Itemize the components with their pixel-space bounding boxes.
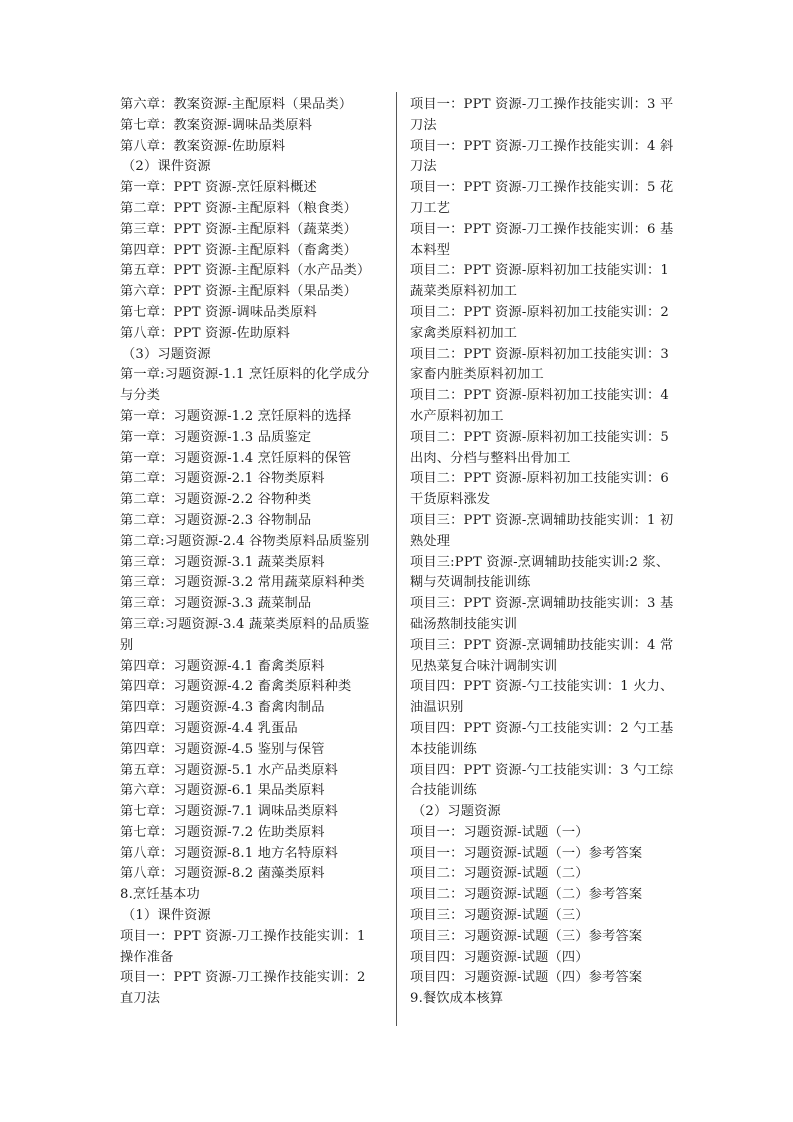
text-line: 第二章：PPT 资源-主配原料（粮食类） <box>120 200 358 216</box>
section-heading: （2）习题资源 <box>412 804 501 820</box>
text-line: 第六章：习题资源-6.1 果品类原料 <box>120 783 325 799</box>
text-line: 第四章：习题资源-4.1 畜禽类原料 <box>120 658 325 674</box>
text-line: 第四章：习题资源-4.5 鉴别与保管 <box>120 741 325 757</box>
text-line: 第七章：PPT 资源-调味品类原料 <box>120 304 317 320</box>
section-heading: （2）课件资源 <box>122 159 211 175</box>
section-heading: 8.烹饪基本功 <box>120 887 200 903</box>
text-line: 第八章：习题资源-8.2 菌藻类原料 <box>120 866 325 882</box>
text-line: 第四章：习题资源-4.4 乳蛋品 <box>120 720 298 736</box>
text-line: 第一章：习题资源-1.2 烹饪原料的选择 <box>120 408 352 424</box>
text-line: 项目四：PPT 资源-勺工技能实训：2 勺工基本技能训练 <box>410 720 674 757</box>
text-line: 第三章：PPT 资源-主配原料（蔬菜类） <box>120 221 358 237</box>
text-line: 第四章：PPT 资源-主配原料（畜禽类） <box>120 242 358 258</box>
text-line: 项目二：习题资源-试题（二） <box>410 866 589 882</box>
text-line: 第三章：习题资源-3.2 常用蔬菜原料种类 <box>120 575 365 591</box>
text-line: 项目三：PPT 资源-烹调辅助技能实训：1 初熟处理 <box>410 512 674 549</box>
text-line: 项目二：PPT 资源-原料初加工技能实训：4 水产原料初加工 <box>410 388 669 424</box>
text-line: 项目二：PPT 资源-原料初加工技能实训：6 干货原料涨发 <box>410 471 669 508</box>
text-line: 第一章：习题资源-1.3 品质鉴定 <box>120 429 312 445</box>
text-line: 项目三：习题资源-试题（三）参考答案 <box>410 928 643 944</box>
text-line: 第七章：教案资源-调味品类原料 <box>120 117 313 133</box>
section-heading: 9.餐饮成本核算 <box>410 991 504 1007</box>
section-heading: （1）课件资源 <box>122 908 211 924</box>
text-line: 项目三:PPT 资源-烹调辅助技能实训:2 浆、糊与芡调制技能训练 <box>410 554 670 591</box>
text-line: 第一章：PPT 资源-烹饪原料概述 <box>120 180 317 196</box>
text-line: 项目一：习题资源-试题（一） <box>410 824 589 840</box>
text-line: 项目一：PPT 资源-刀工操作技能实训：5 花刀工艺 <box>410 180 674 216</box>
text-line: 第五章：习题资源-5.1 水产品类原料 <box>120 762 339 778</box>
text-line: 第六章：PPT 资源-主配原料（果品类） <box>120 284 358 300</box>
text-line: 第八章：PPT 资源-佐助原料 <box>120 325 291 341</box>
section-heading: （3）习题资源 <box>122 346 211 362</box>
text-line: 项目三：PPT 资源-烹调辅助技能实训：4 常见热菜复合味汁调制实训 <box>410 637 674 674</box>
text-line: 项目二：PPT 资源-原料初加工技能实训：5 出肉、分档与整料出骨加工 <box>410 429 669 466</box>
text-line: 第三章：习题资源-3.3 蔬菜制品 <box>120 596 312 612</box>
text-line: 第二章：习题资源-2.1 谷物类原料 <box>120 471 325 487</box>
text-line: 项目四：习题资源-试题（四）参考答案 <box>410 970 643 986</box>
text-line: 项目三：习题资源-试题（三） <box>410 908 589 924</box>
text-line: 第三章:习题资源-3.4 蔬菜类原料的品质鉴别 <box>120 616 370 653</box>
text-line: 项目四：PPT 资源-勺工技能实训：3 勺工综合技能训练 <box>410 762 674 799</box>
text-line: 项目一：PPT 资源-刀工操作技能实训：2 直刀法 <box>120 970 366 1007</box>
text-line: 第七章：习题资源-7.1 调味品类原料 <box>120 804 339 820</box>
text-line: 项目一：PPT 资源-刀工操作技能实训：6 基本料型 <box>410 221 674 258</box>
text-line: 第六章：教案资源-主配原料（果品类） <box>120 97 353 112</box>
text-line: 第八章：教案资源-佐助原料 <box>120 138 286 154</box>
text-line: 第五章：PPT 资源-主配原料（水产品类） <box>120 263 371 279</box>
text-line: 项目三：PPT 资源-烹调辅助技能实训：3 基础汤熬制技能实训 <box>410 596 674 632</box>
text-line: 第二章:习题资源-2.4 谷物类原料品质鉴别 <box>120 533 370 549</box>
text-line: 项目一：习题资源-试题（一）参考答案 <box>410 845 643 861</box>
text-line: 第二章：习题资源-2.3 谷物制品 <box>120 512 312 528</box>
text-line: 第一章:习题资源-1.1 烹饪原料的化学成分与分类 <box>120 367 370 404</box>
text-line: 第七章：习题资源-7.2 佐助类原料 <box>120 824 325 840</box>
text-line: 项目二：习题资源-试题（二）参考答案 <box>410 887 643 903</box>
text-line: 项目一：PPT 资源-刀工操作技能实训：3 平刀法 <box>410 97 674 133</box>
right-column <box>410 95 676 1010</box>
text-line: 项目四：习题资源-试题（四） <box>410 949 589 965</box>
text-line: 项目二：PPT 资源-原料初加工技能实训：2 家禽类原料初加工 <box>410 304 669 341</box>
text-line: 项目一：PPT 资源-刀工操作技能实训：1 操作准备 <box>120 928 366 965</box>
text-line: 项目四：PPT 资源-勺工技能实训：1 火力、油温识别 <box>410 679 674 716</box>
text-line: 项目二：PPT 资源-原料初加工技能实训：1 蔬菜类原料初加工 <box>410 263 669 300</box>
text-line: 第二章：习题资源-2.2 谷物种类 <box>120 492 312 508</box>
text-line: 第四章：习题资源-4.3 畜禽肉制品 <box>120 700 325 716</box>
text-line: 第一章：习题资源-1.4 烹饪原料的保管 <box>120 450 352 466</box>
left-column <box>120 95 382 1010</box>
text-line: 项目一：PPT 资源-刀工操作技能实训：4 斜刀法 <box>410 138 674 175</box>
text-line: 项目二：PPT 资源-原料初加工技能实训：3 家畜内脏类原料初加工 <box>410 346 669 383</box>
column-divider <box>396 92 397 1026</box>
text-line: 第八章：习题资源-8.1 地方名特原料 <box>120 845 339 861</box>
text-line: 第四章：习题资源-4.2 畜禽类原料种类 <box>120 679 352 695</box>
text-line: 第三章：习题资源-3.1 蔬菜类原料 <box>120 554 325 570</box>
